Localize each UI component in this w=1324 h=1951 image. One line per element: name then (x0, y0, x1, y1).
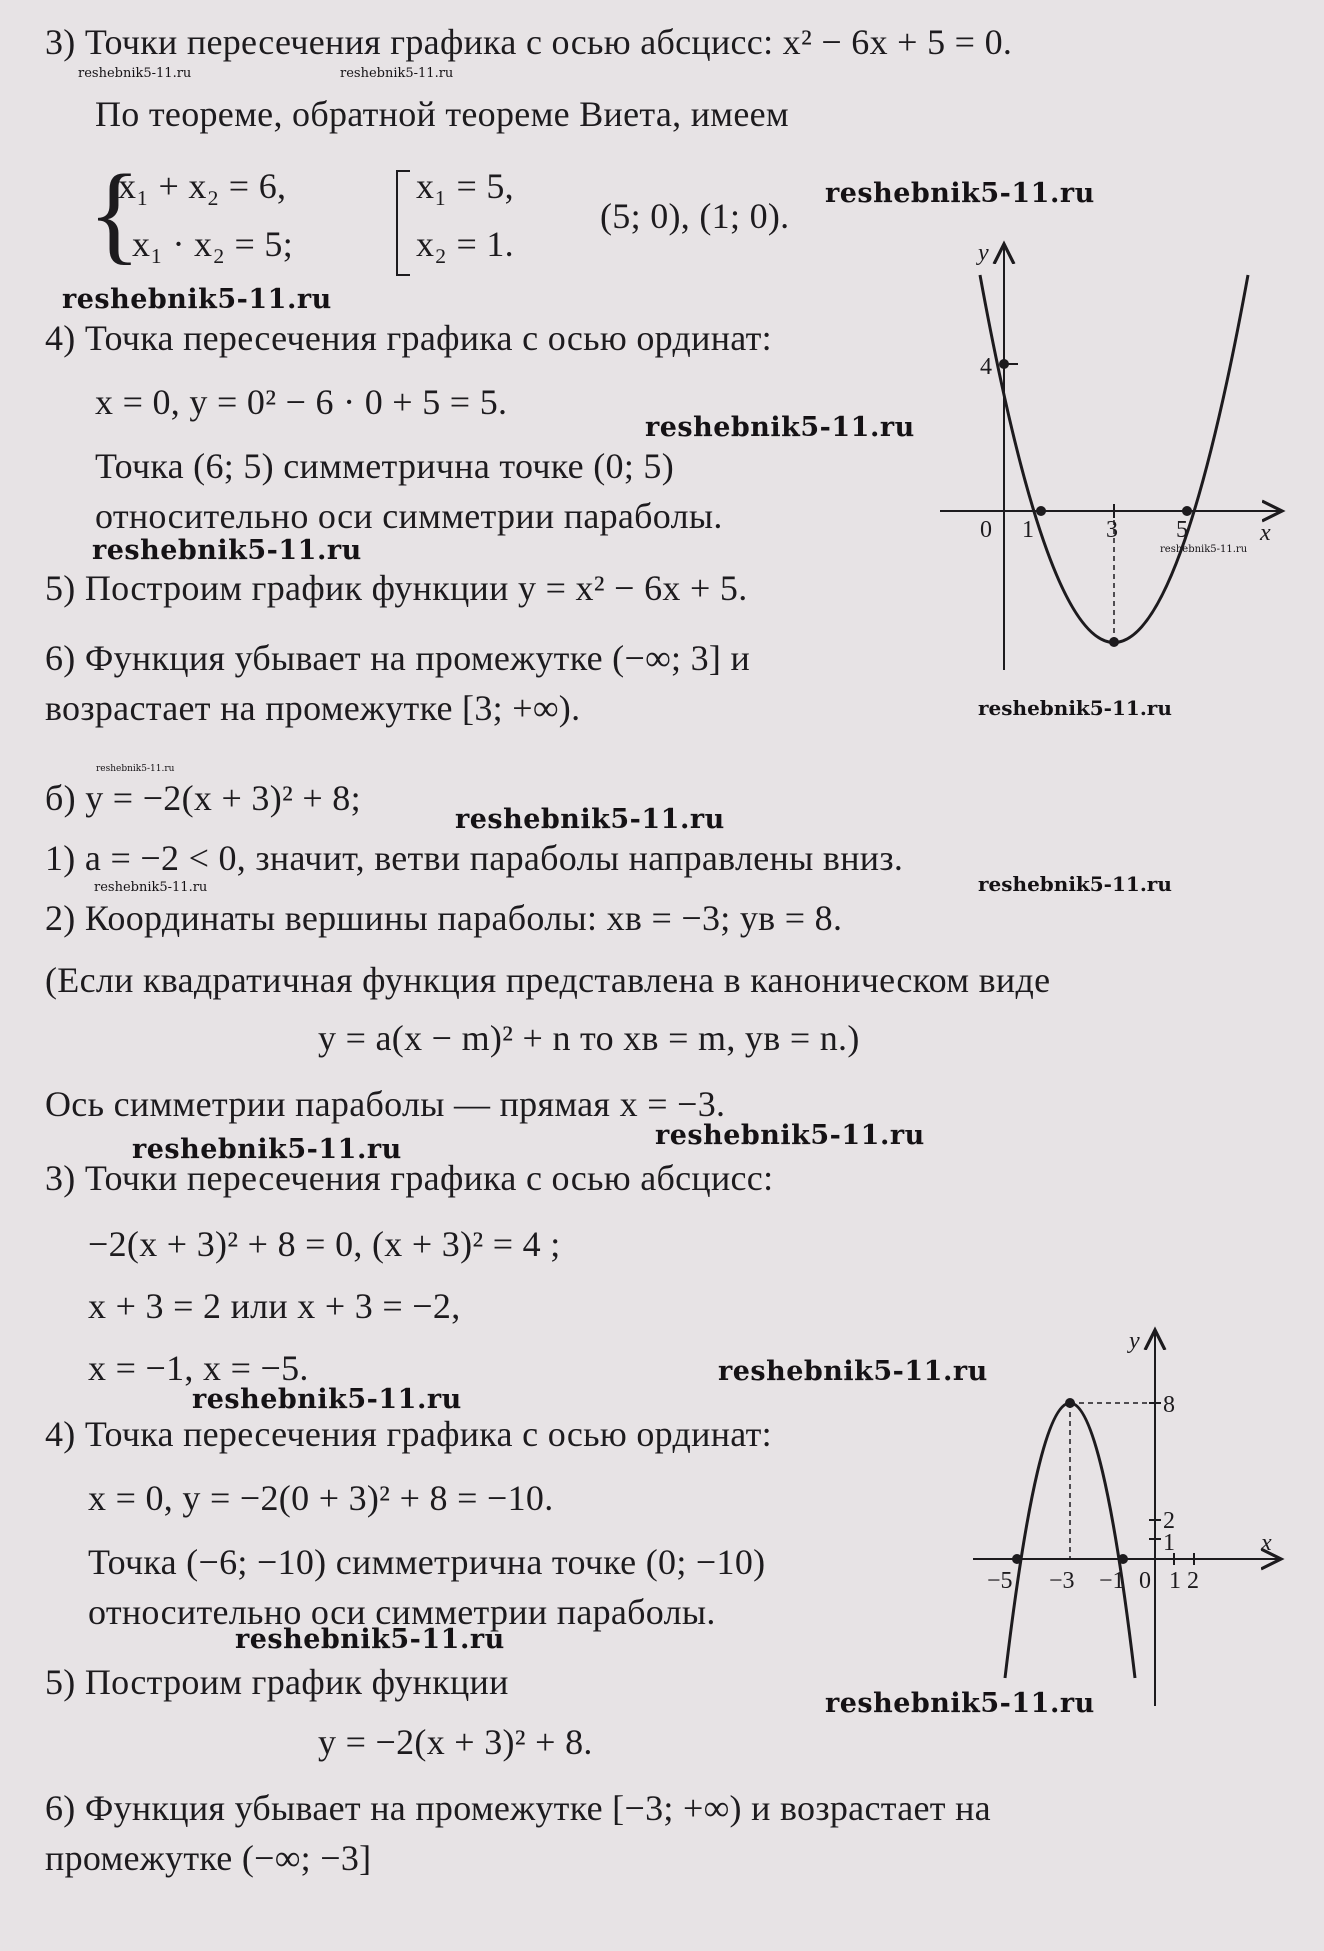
graph-b-label-y: y (1129, 1328, 1140, 1354)
b-step3-eq2: x + 3 = 2 или x + 3 = −2, (88, 1286, 461, 1326)
b-step4-title: 4) Точка пересечения графика с осью ординат: (45, 1414, 772, 1454)
a-roots-line1: x₁ = 5, (416, 166, 514, 206)
a-system-line1: x₁ + x₂ = 6, (118, 166, 287, 206)
b-note2: y = a(x − m)² + n то xв = m, yв = n.) (318, 1018, 860, 1058)
b-step3-eq3: x = −1, x = −5. (88, 1348, 309, 1388)
graph-b-label-x: x (1261, 1530, 1272, 1556)
graph-a-tick-0: 0 (980, 517, 992, 543)
graph-parabola-b (965, 1318, 1295, 1710)
graph-a-point-y4 (999, 359, 1009, 369)
graph-a-tick-1: 1 (1022, 517, 1034, 543)
a-vieta-text: По теореме, обратной теореме Виета, имеем (95, 94, 790, 134)
b-step4-sym1: Точка (−6; −10) симметрична точке (0; −10) (88, 1542, 766, 1582)
graph-b-tick-m1: −1 (1099, 1568, 1125, 1594)
watermark-medium: reshebnik5-11.ru (978, 696, 1172, 720)
system-brace: { (88, 152, 141, 274)
graph-a-vertex (1109, 637, 1119, 647)
watermark-small: reshebnik5-11.ru (94, 880, 208, 895)
watermark: reshebnik5-11.ru (825, 178, 1095, 209)
a-step4-calc: x = 0, y = 0² − 6 · 0 + 5 = 5. (95, 382, 508, 422)
watermark: reshebnik5-11.ru (62, 284, 332, 315)
graph-a-label-y: y (978, 240, 989, 266)
a-step4-sym1: Точка (6; 5) симметрична точке (0; 5) (95, 446, 675, 486)
a-step3-title: 3) Точки пересечения графика с осью абсцисс: x² − 6x + 5 = 0. (45, 22, 1013, 62)
graph-b-tick-2: 2 (1187, 1568, 1199, 1594)
graph-b-tick-m5: −5 (987, 1568, 1013, 1594)
b-step6-line1: 6) Функция убывает на промежутке [−3; +∞) и возрастает на (45, 1788, 991, 1828)
b-step2: 2) Координаты вершины параболы: xв = −3; yв = 8. (45, 898, 843, 938)
graph-b-tick-m3: −3 (1049, 1568, 1075, 1594)
graph-b-point-xm5 (1012, 1554, 1022, 1564)
b-step1: 1) a = −2 < 0, значит, ветви параболы направлены вниз. (45, 838, 904, 878)
b-note1: (Если квадратичная функция представлена в каноническом виде (45, 960, 1051, 1000)
graph-b-tick-0: 0 (1139, 1568, 1151, 1594)
watermark: reshebnik5-11.ru (655, 1120, 925, 1151)
roots-bracket (396, 170, 410, 276)
a-step5: 5) Построим график функции y = x² − 6x + 5. (45, 568, 748, 608)
graph-a-label-x: x (1260, 520, 1271, 546)
a-points: (5; 0), (1; 0). (600, 196, 790, 236)
watermark: reshebnik5-11.ru (455, 804, 725, 835)
watermark: reshebnik5-11.ru (718, 1356, 988, 1387)
watermark-small: reshebnik5-11.ru (340, 66, 454, 81)
graph-a-point-x5 (1182, 506, 1192, 516)
b-axis: Ось симметрии параболы — прямая x = −3. (45, 1084, 726, 1124)
a-roots-line2: x₂ = 1. (416, 224, 514, 264)
b-step5-line1: 5) Построим график функции (45, 1662, 509, 1702)
graph-a-tick-5: 5 (1176, 517, 1188, 543)
graph-b-vertex (1065, 1398, 1075, 1408)
b-step6-line2: промежутке (−∞; −3] (45, 1838, 372, 1878)
watermark: reshebnik5-11.ru (92, 535, 362, 566)
b-step3-title: 3) Точки пересечения графика с осью абсцисс: (45, 1158, 774, 1198)
watermark: reshebnik5-11.ru (192, 1384, 462, 1415)
a-step6-line1: 6) Функция убывает на промежутке (−∞; 3] и (45, 638, 751, 678)
a-system-line2: x₁ · x₂ = 5; (132, 224, 293, 264)
watermark: reshebnik5-11.ru (132, 1134, 402, 1165)
graph-b-tick-y1: 1 (1163, 1530, 1175, 1556)
graph-b-tick-y2: 2 (1163, 1508, 1175, 1534)
a-step4-sym2: относительно оси симметрии параболы. (95, 496, 723, 536)
a-step4-title: 4) Точка пересечения графика с осью ординат: (45, 318, 772, 358)
watermark-small: reshebnik5-11.ru (1160, 544, 1248, 555)
graph-b-point-xm1 (1118, 1554, 1128, 1564)
graph-b-tick-y8: 8 (1163, 1392, 1175, 1418)
watermark: reshebnik5-11.ru (645, 412, 915, 443)
b-step4-sym2: относительно оси симметрии параболы. (88, 1592, 716, 1632)
b-step3-eq1: −2(x + 3)² + 8 = 0, (x + 3)² = 4 ; (88, 1224, 561, 1264)
b-step5-line2: y = −2(x + 3)² + 8. (318, 1722, 593, 1762)
graph-a-tick-4: 4 (980, 354, 992, 380)
graph-b-tick-1: 1 (1169, 1568, 1181, 1594)
graph-parabola-a (930, 230, 1290, 690)
watermark-tiny: reshebnik5-11.ru (96, 764, 175, 774)
watermark-small: reshebnik5-11.ru (78, 66, 192, 81)
b-title: б) y = −2(x + 3)² + 8; (45, 778, 361, 818)
watermark: reshebnik5-11.ru (825, 1688, 1095, 1719)
graph-a-tick-3: 3 (1106, 517, 1118, 543)
watermark-medium: reshebnik5-11.ru (978, 872, 1172, 896)
b-step4-calc: x = 0, y = −2(0 + 3)² + 8 = −10. (88, 1478, 554, 1518)
a-step6-line2: возрастает на промежутке [3; +∞). (45, 688, 581, 728)
graph-a-point-x1 (1036, 506, 1046, 516)
watermark: reshebnik5-11.ru (235, 1624, 505, 1655)
